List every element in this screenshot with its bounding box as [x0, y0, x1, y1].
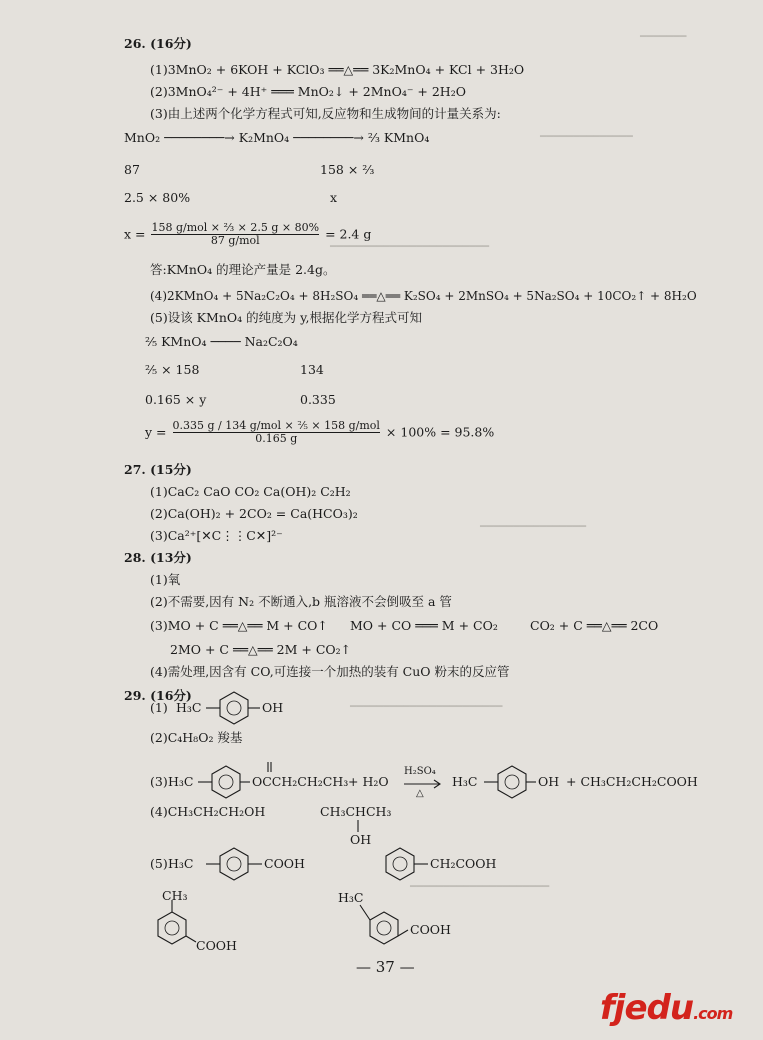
q29-ch3-4: H₃C [168, 856, 194, 871]
page-number: — 37 — [356, 958, 415, 976]
q28-eq-c: CO₂ + C ══△══ 2CO [530, 618, 659, 633]
q27-part3: (3)Ca²⁺[✕C⋮⋮C✕]²⁻ [150, 528, 283, 543]
q26-unknown-x: x [330, 190, 338, 205]
benzene-ring-5 [386, 848, 414, 880]
q26-eq4: (4)2KMnO₄ + 5Na₂C₂O₄ + 8H₂SO₄ ══△══ K₂SO₄ + 2MnSO₄ + 5Na₂SO₄ + 10CO₂↑ + 8H₂O [150, 289, 697, 303]
q29-catalyst: H₂SO₄ [404, 766, 436, 777]
q26-y-formula: y = $\frac{\text{0.335 g / 134 g/mol × ⅖ × 158 g/mol}}{0.165 g}$ × 100% = 95.8% [145, 419, 495, 445]
bleed-text: ━━━━━━━━━━━━━━━━━━━━━━━━ [330, 240, 489, 253]
q29-water: + H₂O [348, 774, 389, 789]
q29-part3-label: (3) [150, 774, 168, 789]
q29-oh-1: OH [262, 700, 284, 715]
q26-eq2: (2)3MnO₄²⁻ + 4H⁺ ═══ MnO₂↓ + 2MnO₄⁻ + 2H₂O [150, 84, 466, 99]
q29-ester-tail: OCCH₂CH₂CH₃ [252, 774, 349, 789]
q28-eq-d: 2MO + C ══△══ 2M + CO₂↑ [170, 642, 352, 657]
q29-ch3-1: H₃C [176, 700, 202, 715]
benzene-ring-4 [220, 848, 248, 880]
q29-oh-2: OH [538, 774, 560, 789]
q26-x-denominator: 87 g/mol [210, 234, 260, 247]
q29-part4: (4)CH₃CH₂CH₂OH [150, 804, 266, 819]
q28-title: 28. (13分) [124, 550, 192, 565]
bleed-text: ━━━━━━━━━━━━━━━━━━━━━ [410, 880, 550, 893]
watermark-text: fjedu [600, 988, 694, 1028]
q29-ch3-top: CH₃ [162, 888, 188, 903]
q26-relation: ⅖ KMnO₄ ──── Na₂C₂O₄ [145, 334, 298, 349]
q28-part2: (2)不需要,因有 N₂ 不断通入,b 瓶溶液不会倒吸至 a 管 [150, 594, 452, 609]
q29-ch2cooh: CH₂COOH [430, 856, 497, 871]
benzene-ring-1 [220, 692, 248, 724]
bleed-text: ━━━━━━━ [640, 30, 687, 43]
q29-products: + CH₃CH₂CH₂COOH [566, 774, 698, 789]
benzene-ring-7 [370, 912, 398, 944]
q29-ch3-2: H₃C [168, 774, 194, 789]
q26-part3: (3)由上述两个化学方程式可知,反应物和生成物间的计量关系为: [150, 106, 501, 121]
watermark-tld: .com [693, 1004, 733, 1023]
q26-part5: (5)设该 KMnO₄ 的纯度为 y,根据化学方程式可知 [150, 310, 422, 325]
q26-title: 26. (16分) [124, 36, 192, 51]
q26-answer: 答:KMnO₄ 的理论产量是 2.4g。 [150, 262, 336, 277]
q26-rel-134: 134 [300, 362, 324, 377]
benzene-ring-3 [498, 766, 526, 798]
q28-eq-b: MO + CO ═══ M + CO₂ [350, 618, 498, 633]
watermark-logo [600, 988, 732, 1028]
bleed-text: ━━━━━━━━━━━━━━ [540, 130, 633, 143]
q26-x-formula: x = $\frac{\text{158 g/mol × ⅔ × 2.5 g × 80\%}}{\text{87 g/mol}}$ = 2.4 g [124, 221, 372, 247]
q27-part1: (1)CaC₂ CaO CO₂ Ca(OH)₂ C₂H₂ [150, 484, 351, 499]
q29-part1-label: (1) [150, 700, 168, 715]
benzene-ring-2 [212, 766, 240, 798]
q29-ch3-3: H₃C [452, 774, 478, 789]
q27-part2: (2)Ca(OH)₂ + 2CO₂ = Ca(HCO₃)₂ [150, 506, 358, 521]
q26-x-result: = 2.4 g [325, 226, 372, 242]
q29-ch3-5: H₃C [338, 890, 364, 905]
q29-part2: (2)C₄H₈O₂ 羧基 [150, 730, 243, 745]
q26-x-numerator: 158 g/mol × ⅔ × 2.5 g × 80% [151, 221, 320, 234]
q28-part1: (1)氧 [150, 572, 181, 587]
q26-mass-87: 87 [124, 162, 140, 177]
q29-cooh-3: COOH [410, 922, 451, 937]
q26-mass-25: 2.5 × 80% [124, 190, 191, 205]
q26-rel-0335: 0.335 [300, 392, 336, 407]
q26-rel-158: ⅖ × 158 [145, 362, 200, 377]
q29-isopropanol: CH₃CHCH₃ [320, 804, 392, 819]
q26-mass-158: 158 × ⅔ [320, 162, 375, 177]
q29-cooh-1: COOH [264, 856, 305, 871]
bleed-text: ━━━━━━━━━━━━━━━━ [480, 520, 586, 533]
q29-cooh-2: COOH [196, 938, 237, 953]
bleed-text: ━━━━━━━━━━━━━━━━━━━━━━━ [350, 700, 503, 713]
q29-heat: △ [416, 788, 424, 799]
q27-title: 27. (15分) [124, 462, 192, 477]
q26-y-result: × 100% = 95.8% [385, 424, 495, 440]
benzene-ring-6 [158, 912, 186, 944]
q26-ratio-chain: MnO₂ ────────→ K₂MnO₄ ────────→ ⅔ KMnO₄ [124, 130, 430, 145]
q26-eq1: (1)3MnO₂ + 6KOH + KClO₃ ══△══ 3K₂MnO₄ + KCl + 3H₂O [150, 62, 525, 77]
q29-title: 29. (16分) [124, 688, 192, 703]
q26-rel-0165y: 0.165 × y [145, 392, 207, 407]
q28-part4: (4)需处理,因含有 CO,可连接一个加热的装有 CuO 粉末的反应管 [150, 664, 510, 679]
q29-isopropanol-oh: OH [350, 832, 372, 847]
q26-y-denominator: 0.165 g [255, 432, 298, 445]
q26-y-numerator: 0.335 g / 134 g/mol × ⅖ × 158 g/mol [172, 419, 380, 432]
q29-part5-label: (5) [150, 856, 168, 871]
q28-eq-a: (3)MO + C ══△══ M + CO↑ [150, 618, 328, 633]
